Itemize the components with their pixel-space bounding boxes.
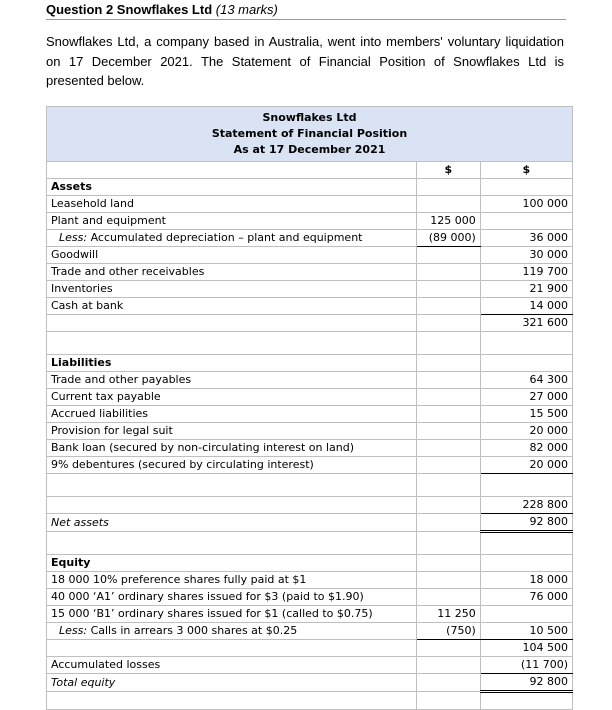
table-row [47, 457, 573, 474]
table-row [47, 355, 573, 372]
row-label: 15 000 ‘B1’ ordinary shares issued for $1 (called to $0.75) [47, 606, 417, 623]
question-title: Question 2 Snowflakes Ltd [46, 2, 213, 17]
row-amount: 14 000 [480, 298, 572, 315]
table-row [47, 623, 573, 640]
total-assets: 321 600 [480, 315, 572, 332]
liabilities-heading: Liabilities [47, 355, 417, 372]
assets-heading: Assets [47, 179, 417, 196]
table-row [47, 389, 573, 406]
table-row [47, 372, 573, 389]
table-row [47, 213, 573, 230]
row-amount: 18 000 [480, 572, 572, 589]
row-label: Inventories [47, 281, 417, 298]
row-amount: 15 500 [480, 406, 572, 423]
statement-date: As at 17 December 2021 [233, 143, 386, 156]
currency-row [47, 162, 573, 179]
row-amount: 21 900 [480, 281, 572, 298]
row-label: Accumulated losses [47, 657, 417, 674]
table-row [47, 440, 573, 457]
spacer-row [47, 332, 573, 355]
row-amount: 100 000 [480, 196, 572, 213]
table-row [47, 281, 573, 298]
total-liabilities: 228 800 [480, 497, 572, 514]
row-label: Accrued liabilities [47, 406, 417, 423]
row-amount: 20 000 [480, 423, 572, 440]
row-subamount: (89 000) [416, 230, 480, 247]
table-row [47, 230, 573, 247]
table-row [47, 674, 573, 692]
row-amount: 10 500 [480, 623, 572, 640]
heading-rule [46, 19, 566, 20]
row-label: 9% debentures (secured by circulating interest) [47, 457, 417, 474]
row-label: Trade and other receivables [47, 264, 417, 281]
net-assets-amount: 92 800 [480, 514, 572, 532]
row-label: Trade and other payables [47, 372, 417, 389]
table-row [47, 423, 573, 440]
row-amount: 82 000 [480, 440, 572, 457]
statement-title-row [47, 107, 573, 162]
row-label: Goodwill [47, 247, 417, 264]
table-row [47, 247, 573, 264]
row-label: Cash at bank [47, 298, 417, 315]
company-name: Snowflakes Ltd [262, 111, 357, 124]
currency-col1: $ [416, 162, 480, 179]
table-row [47, 196, 573, 213]
total-equity-label: Total equity [47, 674, 417, 692]
question-heading [46, 2, 278, 17]
row-label: Less: Accumulated depreciation – plant and equipment [47, 230, 417, 247]
currency-col2: $ [480, 162, 572, 179]
spacer-row [47, 692, 573, 710]
table-row [47, 179, 573, 196]
spacer-row [47, 474, 573, 497]
table-row [47, 640, 573, 657]
row-label: Plant and equipment [47, 213, 417, 230]
table-row [47, 406, 573, 423]
question-marks: (13 marks) [215, 2, 278, 17]
row-subamount: 11 250 [416, 606, 480, 623]
table-row [47, 264, 573, 281]
table-row [47, 572, 573, 589]
financial-position-table [46, 106, 573, 710]
row-label: Bank loan (secured by non-circulating interest on land) [47, 440, 417, 457]
row-amount: (11 700) [480, 657, 572, 674]
net-assets-label: Net assets [47, 514, 417, 532]
table-row [47, 589, 573, 606]
row-amount: 20 000 [480, 457, 572, 474]
table-row [47, 514, 573, 532]
table-row [47, 315, 573, 332]
less-label: Less: [59, 231, 88, 244]
less-label: Less: [59, 624, 88, 637]
table-row [47, 555, 573, 572]
equity-subtotal: 104 500 [480, 640, 572, 657]
row-amount: 36 000 [480, 230, 572, 247]
row-amount: 30 000 [480, 247, 572, 264]
row-label: Provision for legal suit [47, 423, 417, 440]
row-amount: 64 300 [480, 372, 572, 389]
intro-paragraph: Snowflakes Ltd, a company based in Australia, went into members' voluntary liquidation on 17 December 2021. The Statement of Financial Position of Snowflakes Ltd is presented below. [46, 34, 564, 88]
equity-heading: Equity [47, 555, 417, 572]
row-label: Less: Calls in arrears 3 000 shares at $0.25 [47, 623, 417, 640]
row-label: 18 000 10% preference shares fully paid at $1 [47, 572, 417, 589]
statement-title-cell [47, 107, 573, 162]
row-amount: 119 700 [480, 264, 572, 281]
table-row [47, 606, 573, 623]
row-label: Current tax payable [47, 389, 417, 406]
table-row [47, 497, 573, 514]
total-equity-amount: 92 800 [480, 674, 572, 692]
statement-title: Statement of Financial Position [211, 127, 408, 140]
spacer-row [47, 532, 573, 555]
row-subamount: (750) [416, 623, 480, 640]
row-subamount: 125 000 [416, 213, 480, 230]
row-amount: 27 000 [480, 389, 572, 406]
row-label: 40 000 ‘A1’ ordinary shares issued for $3 (paid to $1.90) [47, 589, 417, 606]
row-amount: 76 000 [480, 589, 572, 606]
row-label: Leasehold land [47, 196, 417, 213]
table-row [47, 657, 573, 674]
table-row [47, 298, 573, 315]
